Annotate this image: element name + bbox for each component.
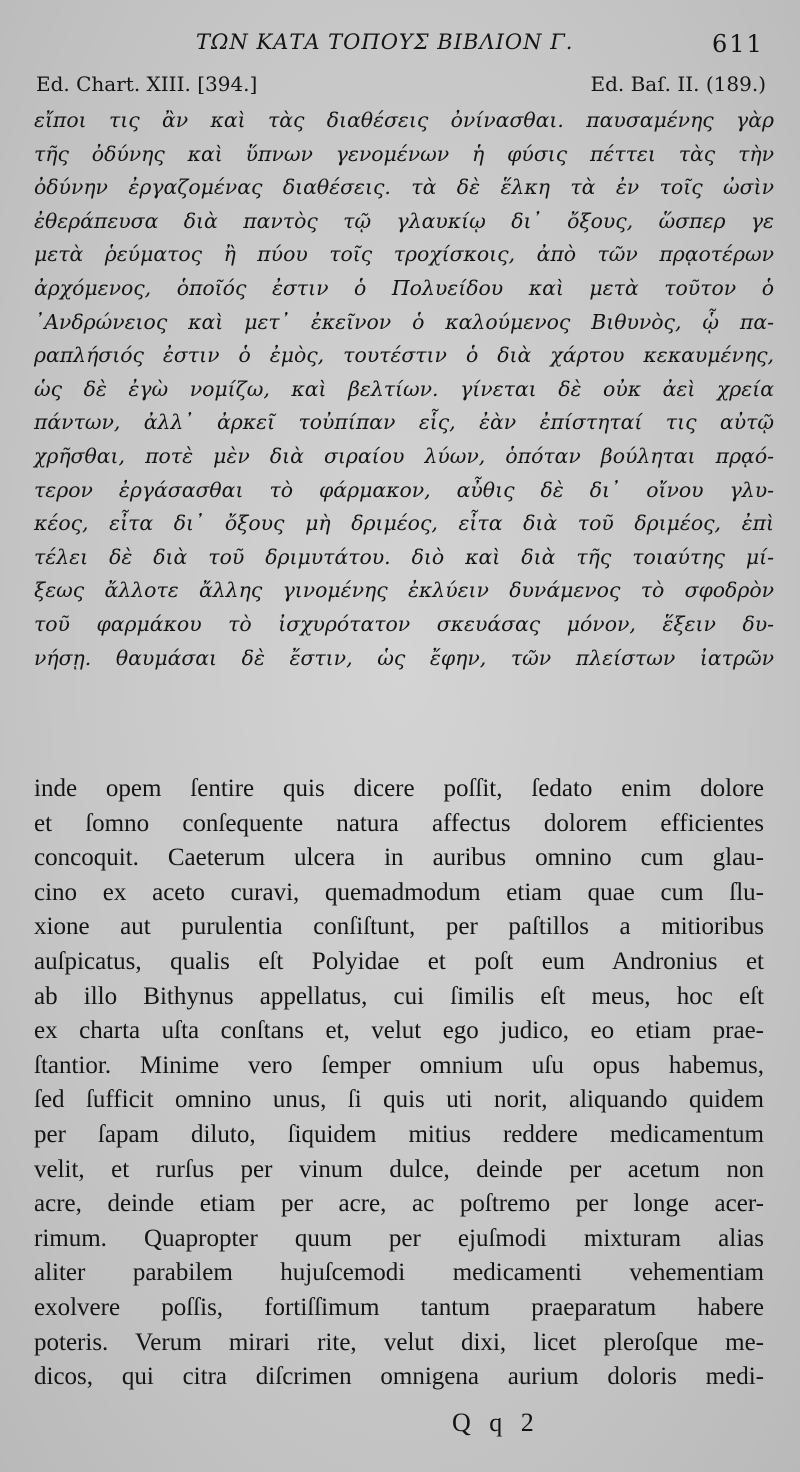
show-through-text — [30, 728, 770, 754]
greek-line: ραπλήσιός ἐστιν ὁ ἐμὸς, τουτέστιν ὁ διὰ χάρτου κεκαυμένης, — [34, 343, 774, 368]
latin-line: exolvere poſſis, fortiſſimum tantum praeparatum habere — [34, 1293, 764, 1321]
latin-line: velit, et rurſus per vinum dulce, deinde per acetum non — [34, 1155, 764, 1183]
latin-line: et ſomno conſequente natura affectus dolorem efficientes — [34, 809, 764, 837]
latin-line: rimum. Quapropter quum per ejuſmodi mixturam alias — [34, 1224, 764, 1252]
greek-line: ἀρχόμενος, ὁποῖός ἐστιν ὁ Πολυείδου καὶ μετὰ τοῦτον ὁ — [34, 275, 774, 300]
signature-mark: Q q 2 — [452, 1408, 540, 1437]
greek-line: τέλει δὲ διὰ τοῦ δριμυτάτου. διὸ καὶ διὰ τῆς τοιαύτης μί- — [34, 544, 774, 569]
greek-line: εἴποι τις ἂν καὶ τὰς διαθέσεις ὀνίνασθαι. παυσαμένης γὰρ — [34, 108, 774, 132]
greek-line: ὡς δὲ ἐγὼ νομίζω, καὶ βελτίων. γίνεται δὲ οὐκ ἀεὶ χρεία — [34, 376, 774, 401]
latin-line: ſtantior. Minime vero ſemper omnium uſu opus habemus, — [34, 1051, 764, 1079]
edition-reference-line — [36, 72, 766, 102]
latin-line: per ſapam diluto, ſiquidem mitius reddere medicamentum — [34, 1120, 764, 1148]
greek-line: ᾽Ανδρώνειος καὶ μετ᾽ ἐκεῖνον ὁ καλούμενος Βιθυνὸς, ᾧ πα- — [34, 309, 774, 334]
greek-line: πάντων, ἀλλ᾽ ἀρκεῖ τοὐπίπαν εἷς, ἐὰν ἐπίστηταί τις αὐτῷ — [34, 410, 774, 435]
latin-line: auſpicatus, qualis eſt Polyidae et poſt eum Andronius et — [34, 947, 764, 975]
latin-line: poteris. Verum mirari rite, velut dixi, licet pleroſque me- — [34, 1328, 764, 1356]
running-title: ΤΩΝ ΚΑΤΑ ΤΟΠΟΥΣ ΒΙΒΛΙΟΝ Γ. — [196, 30, 574, 54]
latin-line: acre, deinde etiam per acre, ac poſtremo per longe acer- — [34, 1190, 764, 1218]
greek-text-block — [34, 104, 774, 675]
latin-line: ex charta uſta conſtans et, velut ego judico, eo etiam prae- — [34, 1017, 764, 1045]
latin-line: aliter parabilem hujuſcemodi medicamenti vehementiam — [34, 1259, 764, 1287]
greek-line: μετὰ ῥεύματος ἢ πύου τοῖς τροχίσκοις, ἀπὸ τῶν πρᾳοτέρων — [34, 242, 774, 267]
running-head — [0, 26, 800, 60]
greek-line: νήσῃ. θαυμάσαι δὲ ἔστιν, ὡς ἔφην, τῶν πλείστων ἰατρῶν — [34, 645, 774, 670]
greek-line: τοῦ φαρμάκου τὸ ἰσχυρότατον σκευάσας μόνον, ἕξειν δυ- — [34, 611, 774, 636]
greek-line: χρῆσθαι, ποτὲ μὲν διὰ σιραίου λύων, ὁπόταν βούληται πρᾳό- — [34, 443, 774, 468]
latin-line: ſed ſufficit omnino unus, ſi quis uti norit, aliquando quidem — [34, 1086, 764, 1114]
latin-line: xione aut purulentia conſiſtunt, per paſtillos a mitioribus — [34, 913, 764, 941]
edition-chartier-reference: Ed. Chart. XIII. [394.] — [36, 72, 258, 96]
greek-line: ὀδύνην ἐργαζομένας διαθέσεις. τὰ δὲ ἕλκη τὰ ἐν τοῖς ὠσὶν — [34, 175, 774, 200]
latin-line: concoquit. Caeterum ulcera in auribus omnino cum glau- — [34, 844, 764, 872]
greek-line: ἐθεράπευσα διὰ παντὸς τῷ γλαυκίῳ δι᾽ ὄξους, ὥσπερ γε — [34, 208, 774, 233]
latin-line: cino ex aceto curavi, quemadmodum etiam quae cum ſlu- — [34, 878, 764, 906]
greek-line: τερον ἐργάσασθαι τὸ φάρμακον, αὖθις δὲ δι᾽ οἴνου γλυ- — [34, 477, 774, 502]
greek-line: τῆς ὀδύνης καὶ ὕπνων γενομένων ἡ φύσις πέττει τὰς τὴν — [34, 141, 774, 166]
latin-line: ab illo Bithynus appellatus, cui ſimilis eſt meus, hoc eſt — [34, 982, 764, 1010]
latin-text-block — [34, 772, 764, 1395]
greek-line: ξεως ἄλλοτε ἄλλης γινομένης ἐκλύειν δυνάμενος τὸ σφοδρὸν — [34, 578, 774, 603]
edition-basel-reference: Ed. Baſ. II. (189.) — [590, 72, 766, 96]
page-number: 611 — [712, 30, 764, 58]
latin-line: dicos, qui citra diſcrimen omnigena aurium doloris medi- — [34, 1363, 764, 1391]
latin-line: inde opem ſentire quis dicere poſſit, ſedato enim dolore — [34, 775, 764, 802]
greek-line: κέος, εἶτα δι᾽ ὄξους μὴ δριμέος, εἶτα διὰ τοῦ δριμέος, ἐπὶ — [34, 511, 774, 536]
